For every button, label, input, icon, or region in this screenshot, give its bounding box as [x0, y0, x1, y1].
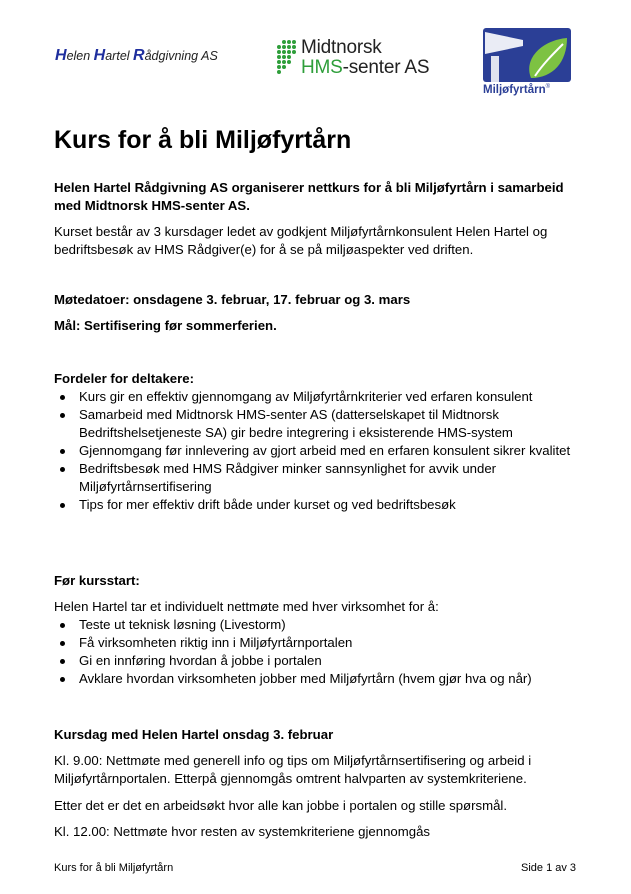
meeting-dates: Møtedatoer: onsdagene 3. februar, 17. februar og 3. mars: [54, 292, 411, 307]
list-item: Bedriftsbesøk med HMS Rådgiver minker sannsynlighet for avvik under Miljøfyrtårnsertifisering: [54, 460, 574, 496]
before-heading: Før kursstart:: [54, 573, 140, 588]
bullet-icon: [60, 503, 65, 508]
intro-text: Kurset består av 3 kursdager ledet av godkjent Miljøfyrtårnkonsulent Helen Hartel og bedriftsbesøk av HMS Rådgiver(e) for å se på miljøaspekter ved driften.: [54, 224, 548, 257]
before-intro: Helen Hartel tar et individuelt nettmøte med hver virksomhet for å:: [54, 599, 439, 614]
bullet-icon: [60, 395, 65, 400]
list-item: Teste ut teknisk løsning (Livestorm): [54, 616, 574, 634]
helen-hartel-logo: Helen Hartel Rådgivning AS: [55, 47, 218, 64]
bullet-icon: [60, 659, 65, 664]
midtnorsk-dots-icon: [275, 39, 299, 77]
courseday-p3: Kl. 12.00: Nettmøte hvor resten av systemkriteriene gjennomgås: [54, 824, 431, 839]
bullet-icon: [60, 677, 65, 682]
goal: Mål: Sertifisering før sommerferien.: [54, 318, 277, 333]
lighthouse-leaf-icon: [483, 28, 571, 82]
list-item: Avklare hvordan virksomheten jobber med Miljøfyrtårn (hvem gjør hva og når): [54, 670, 574, 688]
midtnorsk-logo: Midtnorsk HMS-senter AS: [275, 37, 425, 81]
list-item: Samarbeid med Midtnorsk HMS-senter AS (datterselskapet til Midtnorsk Bedriftshelsetjeneste SA) gir bedre integrering i eksisterende HMS-system: [54, 406, 574, 442]
list-item: Få virksomheten riktig inn i Miljøfyrtårnportalen: [54, 634, 574, 652]
list-item: Kurs gir en effektiv gjennomgang av Miljøfyrtårnkriterier ved erfaren konsulent: [54, 388, 574, 406]
bullet-icon: [60, 467, 65, 472]
courseday-p2: Etter det er det en arbeidsøkt hvor alle kan jobbe i portalen og stille spørsmål.: [54, 798, 507, 813]
bullet-icon: [60, 413, 65, 418]
benefits-heading: Fordeler for deltakere:: [54, 371, 194, 386]
courseday-heading: Kursdag med Helen Hartel onsdag 3. februar: [54, 727, 334, 742]
bullet-icon: [60, 623, 65, 628]
bullet-icon: [60, 641, 65, 646]
bullet-icon: [60, 449, 65, 454]
intro-bold: Helen Hartel Rådgivning AS organiserer nettkurs for å bli Miljøfyrtårn i samarbeid med Midtnorsk HMS-senter AS.: [54, 180, 564, 213]
footer-title: Kurs for å bli Miljøfyrtårn: [54, 862, 174, 874]
page-title: Kurs for å bli Miljøfyrtårn: [54, 126, 352, 154]
list-item: Tips for mer effektiv drift både under kurset og ved bedriftsbesøk: [54, 496, 574, 514]
miljofyrtarn-logo: Miljøfyrtårn®: [483, 28, 571, 102]
page-number: Side 1 av 3: [521, 862, 577, 874]
courseday-p1: Kl. 9.00: Nettmøte med generell info og tips om Miljøfyrtårnsertifisering og arbeid i Miljøfyrtårnportalen. Etterpå gjennomgås omtrent halvparten av systemkriteriene.: [54, 753, 532, 786]
list-item: Gi en innføring hvordan å jobbe i portalen: [54, 652, 574, 670]
before-list: [54, 616, 574, 688]
benefits-list: [54, 388, 574, 514]
list-item: Gjennomgang før innlevering av gjort arbeid med en erfaren konsulent sikrer kvalitet: [54, 442, 574, 460]
